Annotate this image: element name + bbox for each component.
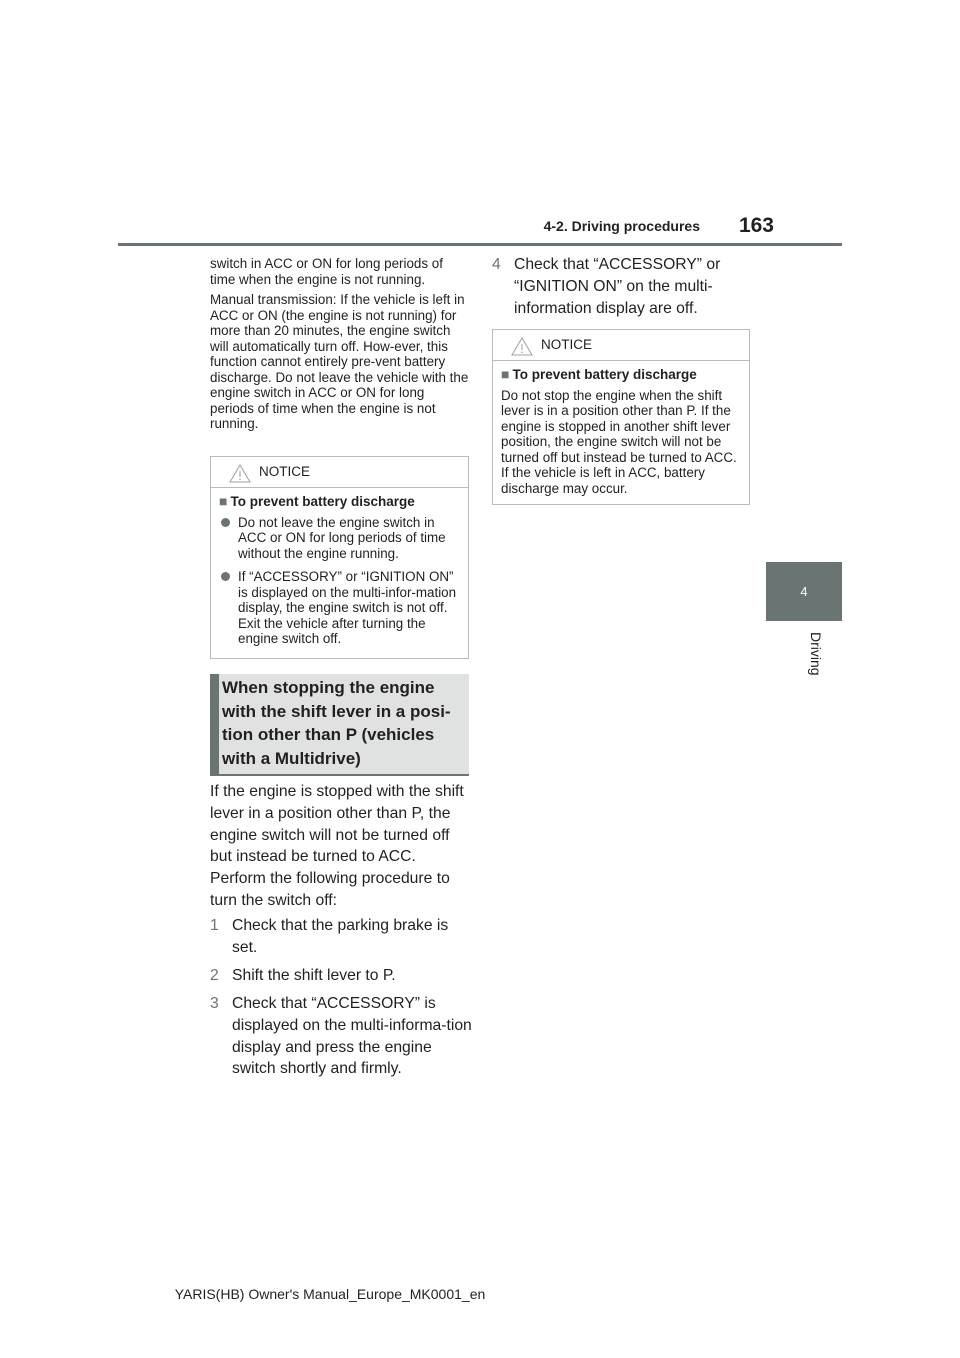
square-bullet-icon: ■ (501, 366, 510, 382)
intro-paragraph-1: switch in ACC or ON for long periods of time when the engine is not running. (210, 256, 443, 287)
notice-bullet (219, 515, 460, 562)
notice-bullet (219, 569, 460, 647)
chapter-tab (766, 562, 842, 621)
step-item (210, 915, 470, 959)
page-number: 163 (738, 214, 774, 237)
section-heading: 4-2. Driving procedures (543, 218, 700, 234)
warning-triangle-icon (511, 337, 533, 356)
body-paragraph: If the engine is stopped with the shift lever in a position other than P, the engine switch will not be turned off but instead be turned to ACC. Perform the following procedure to turn the switch off: (210, 783, 464, 909)
section-title-bar (210, 674, 219, 774)
circle-bullet-icon (221, 518, 230, 527)
step-number: 4 (492, 256, 501, 273)
notice-text: Do not stop the engine when the shift lever is in a position other than P. If the engine is stopped in another shift lever position, the engine switch will not be turned off but instead be turned to ACC. If the vehicle is left in ACC, battery discharge may occur. (501, 387, 737, 496)
chapter-number: 4 (800, 584, 808, 599)
notice-title (501, 367, 741, 383)
square-bullet-icon: ■ (219, 493, 228, 509)
step-text: Check that “ACCESSORY” is displayed on the multi-informa-tion display and press the engine switch shortly and firmly. (232, 995, 472, 1078)
notice-header (211, 457, 468, 488)
notice-box-right (492, 329, 750, 505)
warning-triangle-icon (229, 464, 251, 483)
chapter-label: Driving (808, 632, 824, 676)
step-item (210, 993, 472, 1080)
notice-title (219, 494, 460, 510)
footer-text: YARIS(HB) Owner's Manual_Europe_MK0001_en (174, 1286, 486, 1302)
step-number: 2 (210, 967, 219, 984)
step-text: Shift the shift lever to P. (232, 967, 396, 984)
step-item (210, 965, 470, 987)
header-rule (118, 243, 842, 246)
circle-bullet-icon (221, 572, 230, 581)
notice-label: NOTICE (259, 464, 311, 479)
notice-box-left (210, 456, 469, 659)
notice-title-text: To prevent battery discharge (512, 367, 697, 382)
step-number: 1 (210, 917, 219, 934)
notice-bullet-text: If “ACCESSORY” or “IGNITION ON” is displayed on the multi-infor-mation display, the engine switch is not off. Exit the vehicle after turning the engine switch off. (238, 569, 457, 646)
section-title-box (210, 674, 469, 776)
step-text: Check that the parking brake is set. (232, 917, 449, 956)
notice-bullet-text: Do not leave the engine switch in ACC or ON for long periods of time without the engine running. (238, 514, 446, 561)
intro-paragraph-2: Manual transmission: If the vehicle is left in ACC or ON (the engine is not running) for more than 20 minutes, the engine switch will automatically turn off. How-ever, this function cannot entirely pre-vent battery discharge. Do not leave the vehicle with the engine switch in ACC or ON for long periods of time when the engine is not running. (210, 292, 469, 431)
notice-label: NOTICE (541, 337, 593, 352)
step-number: 3 (210, 995, 219, 1012)
step-item (492, 254, 754, 319)
step-text: Check that “ACCESSORY” or “IGNITION ON” on the multi-information display are off. (514, 256, 721, 317)
section-title: When stopping the engine with the shift lever in a posi-tion other than P (vehicles with a Multidrive) (222, 678, 451, 768)
notice-title-text: To prevent battery discharge (230, 494, 415, 509)
notice-header (493, 330, 749, 361)
